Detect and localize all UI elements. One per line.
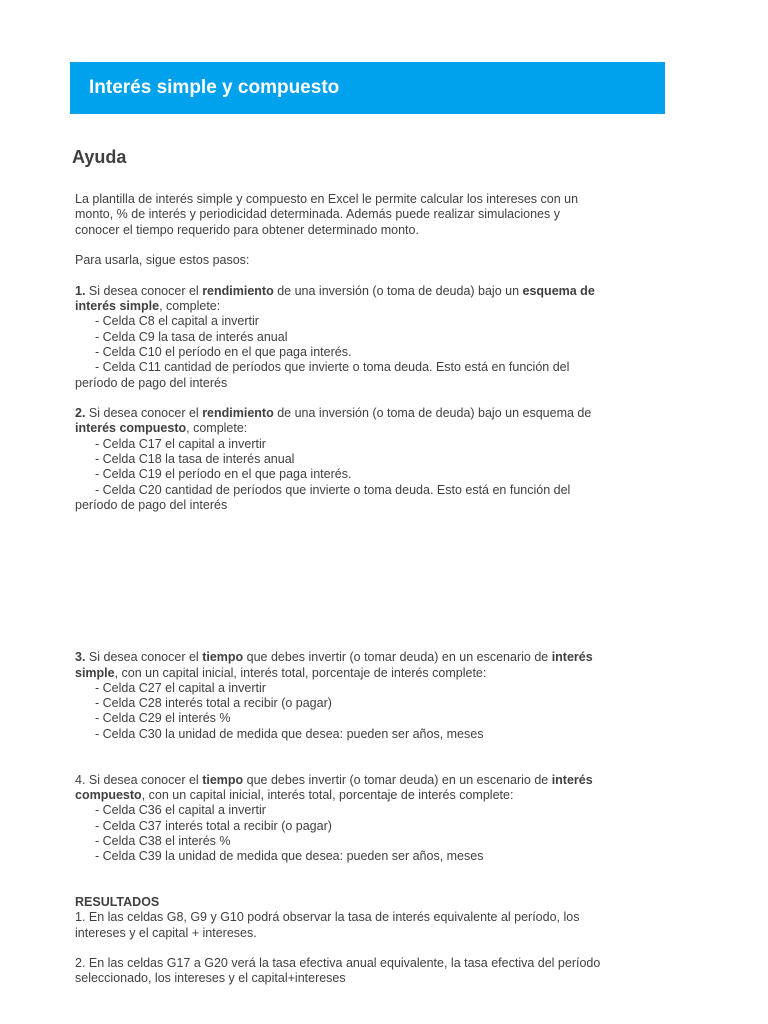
step-3: 3. Si desea conocer el tiempo que debes invertir (o tomar deuda) en un escenario de interés simple, con un capital inicial, interés total, porcentaje de interés complete: - Celda C27 el capital a invertir - Celda C28 interés total a recibir (o pagar) - Celda C29 el interés % - Celda C30 la unidad de medida que desea: pueden ser años, meses: [75, 650, 675, 742]
step-number: 1.: [75, 283, 86, 298]
intro-paragraph: [75, 192, 675, 238]
step-2: 2. Si desea conocer el rendimiento de una inversión (o toma de deuda) bajo un esquema de interés compuesto, complete: - Celda C17 el capital a invertir - Celda C18 la tasa de interés anual - Celda C19 el período en el que paga interés. - Celda C20 cantidad de períodos que invierte o toma deuda. Esto está en función del período de pago del interés: [75, 406, 675, 513]
list-item: - Celda C39 la unidad de medida que desea: pueden ser años, meses: [95, 849, 484, 864]
step-4: 4. Si desea conocer el tiempo que debes invertir (o tomar deuda) en un escenario de interés compuesto, con un capital inicial, interés total, porcentaje de interés complete: - Celda C36 el capital a invertir - Celda C37 interés total a recibir (o pagar) - Celda C38 el interés % - Celda C39 la unidad de medida que desea: pueden ser años, meses: [75, 773, 675, 865]
intro-line: La plantilla de interés simple y compuesto en Excel le permite calcular los intereses con un: [75, 192, 579, 206]
intro-line: monto, % de interés y periodicidad determinada. Además puede realizar simulaciones y: [75, 207, 560, 222]
steps-intro: Para usarla, sigue estos pasos:: [75, 253, 250, 268]
results-line: intereses y el capital + intereses.: [75, 925, 257, 940]
list-item: - Celda C37 interés total a recibir (o pagar): [95, 818, 332, 833]
list-item: - Celda C29 el interés %: [95, 711, 231, 726]
list-item: - Celda C9 la tasa de interés anual: [95, 329, 288, 344]
list-item: - Celda C36 el capital a invertir: [95, 803, 266, 818]
step-number: 2.: [75, 406, 86, 421]
results-section: [75, 895, 675, 987]
list-item: - Celda C11 cantidad de períodos que invierte o toma deuda. Esto está en función del: [95, 360, 570, 375]
list-item: - Celda C19 el período en el que paga interés.: [95, 467, 352, 482]
step-number: 4.: [75, 772, 86, 787]
intro-line: conocer el tiempo requerido para obtener determinado monto.: [75, 222, 419, 237]
list-item-tail: período de pago del interés: [75, 497, 228, 512]
section-heading: Ayuda: [72, 147, 127, 167]
list-item: - Celda C20 cantidad de períodos que invierte o toma deuda. Esto está en función del: [95, 482, 571, 497]
page-title: Interés simple y compuesto: [89, 77, 340, 98]
results-heading: RESULTADOS: [75, 894, 160, 909]
title-banner: [70, 62, 665, 114]
list-item: - Celda C30 la unidad de medida que desea: pueden ser años, meses: [95, 726, 484, 741]
help-body: [75, 192, 675, 987]
results-line: seleccionado, los intereses y el capital+intereses: [75, 971, 346, 986]
step-number: 3.: [75, 650, 86, 665]
list-item: - Celda C8 el capital a invertir: [95, 314, 259, 329]
list-item: - Celda C18 la tasa de interés anual: [95, 452, 295, 467]
list-item: - Celda C17 el capital a invertir: [95, 436, 266, 451]
results-line: 2. En las celdas G17 a G20 verá la tasa efectiva anual equivalente, la tasa efectiva del período: [75, 956, 601, 971]
list-item-tail: período de pago del interés: [75, 375, 228, 390]
list-item: - Celda C38 el interés %: [95, 833, 231, 848]
results-line: 1. En las celdas G8, G9 y G10 podrá observar la tasa de interés equivalente al período, los: [75, 910, 580, 925]
step-1: 1. Si desea conocer el rendimiento de una inversión (o toma de deuda) bajo un esquema de interés simple, complete: - Celda C8 el capital a invertir - Celda C9 la tasa de interés anual - Celda C10 el período en el que paga interés. - Celda C11 cantidad de períodos que invierte o toma deuda. Esto está en función del período de pago del interés: [75, 284, 675, 391]
list-item: - Celda C10 el período en el que paga interés.: [95, 344, 352, 359]
list-item: - Celda C28 interés total a recibir (o pagar): [95, 696, 332, 711]
list-item: - Celda C27 el capital a invertir: [95, 680, 266, 695]
